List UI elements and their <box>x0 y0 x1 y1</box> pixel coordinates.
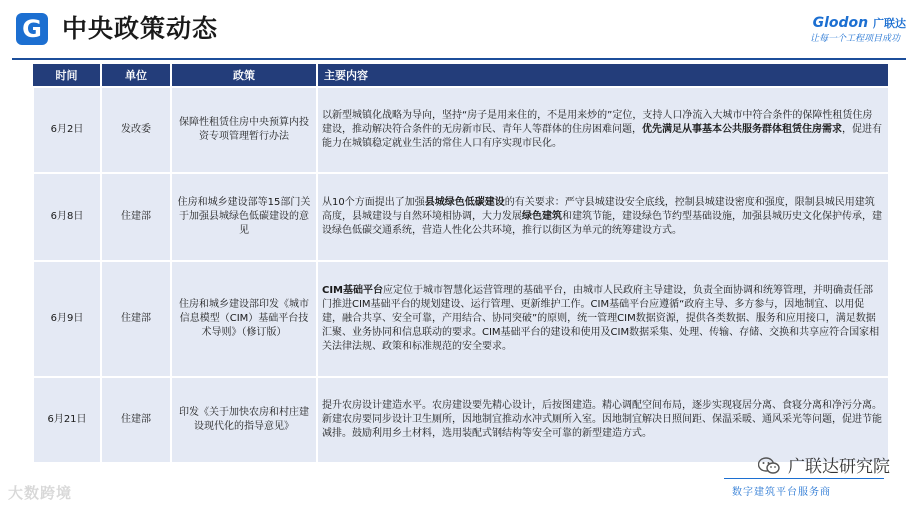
policy-table <box>32 64 890 464</box>
column-header-content: 主要内容 <box>317 64 889 87</box>
header-divider <box>12 58 906 60</box>
column-header-policy: 政策 <box>171 64 317 87</box>
brand-name-cn: 广联达 <box>873 17 906 30</box>
cell-content <box>317 87 889 173</box>
table-header-row <box>33 64 889 87</box>
research-account-name: 广联达研究院 <box>788 457 890 477</box>
cell-date: 6月2日 <box>33 87 101 173</box>
brand-slogan: 让每一个工程项目成功 <box>809 34 900 44</box>
cell-unit: 住建部 <box>101 377 171 463</box>
table-row <box>33 87 889 173</box>
content-highlight: CIM基础平台 <box>322 285 384 296</box>
content-segment: 以新型城镇化战略为导向，坚持“房子是用来住的，不是用来炒的”定位，支持人口净流入大城市中符合条件的保障性租赁住房建设，推动解决符合条件的无房新市民、青年人等群体的住房困难问题， <box>322 110 873 135</box>
cell-policy: 印发《关于加快农房和村庄建设现代化的指导意见》 <box>171 377 317 463</box>
column-header-unit: 单位 <box>101 64 171 87</box>
cell-unit: 住建部 <box>101 261 171 377</box>
research-account <box>758 452 890 480</box>
brand-logo <box>780 14 906 50</box>
brand-name-en: Glodon <box>812 15 869 31</box>
column-header-date: 时间 <box>33 64 101 87</box>
cell-date: 6月21日 <box>33 377 101 463</box>
cell-content <box>317 173 889 261</box>
cell-content <box>317 377 889 463</box>
header <box>0 0 918 62</box>
content-segment: 和建筑节能，建设绿色节约型基础设施，加强县城历史文化保护传承，建设绿色低碳交通系统，营造人性化公共环境，推行以街区为单元的统筹建设方式。 <box>322 211 882 236</box>
cell-date: 6月8日 <box>33 173 101 261</box>
content-segment: 的有关要求：严守县城建设安全底线，控制县城建设密度和强度，限制县城民用建筑高度，县城建设与自然环境相协调，大力发展 <box>322 197 875 222</box>
brand-name <box>813 14 906 33</box>
app-logo-icon: G <box>16 13 48 45</box>
table-row <box>33 261 889 377</box>
table-row <box>33 173 889 261</box>
watermark: 大数跨境 <box>8 484 73 502</box>
page-title: 中央政策动态 <box>62 14 219 43</box>
content-segment: ，促进有能力在城镇稳定就业生活的常住人口有序实现市民化。 <box>322 124 882 149</box>
content-segment: 提升农房设计建造水平。农房建设要先精心设计，后按图建造。精心调配空间布局，逐步实现寝居分离、食寝分离和净污分离。新建农房要同步设计卫生厕所，因地制宜推动水冲式厕所入室。因地制宜解决日照间距、保温采暖、通风采光等问题，促进节能减排。鼓励利用乡土材料，选用装配式钢结构等安全可靠的新型建造方式。 <box>322 400 882 439</box>
content-highlight: 县城绿色低碳建设 <box>424 197 505 208</box>
wechat-icon <box>758 457 780 480</box>
content-segment: 应定位于城市智慧化运营管理的基础平台，由城市人民政府主导建设，负责全面协调和统筹管理，并明确责任部门推进CIM基础平台的规划建设、运行管理、更新维护工作。CIM基础平台应遵循“政府主导、多方参与，因地制宜、以用促建，融合共享、安全可靠，产用结合、协同突破”的原则，统一管理CIM数据资源，提供各类数据、服务和应用接口，满足数据汇聚、业务协同和信息联动的要求。CIM基础平台的建设和使用及CIM数据采集、处理、传输、存储、交换和共享应符合国家相关法律法规、政策和标准规范的安全要求。 <box>322 285 880 352</box>
cell-policy: 住房和城乡建设部印发《城市信息模型（CIM）基础平台技术导则》（修订版） <box>171 261 317 377</box>
footer-slogan: 数字建筑平台服务商 <box>732 487 831 498</box>
cell-policy: 住房和城乡建设部等15部门关于加强县城绿色低碳建设的意见 <box>171 173 317 261</box>
footer-divider <box>724 478 884 479</box>
content-highlight: 优先满足从事基本公共服务群体租赁住房需求 <box>642 124 842 135</box>
cell-unit: 发改委 <box>101 87 171 173</box>
content-highlight: 绿色建筑 <box>522 211 562 222</box>
cell-unit: 住建部 <box>101 173 171 261</box>
cell-date: 6月9日 <box>33 261 101 377</box>
content-segment: 从10个方面提出了加强 <box>322 197 425 208</box>
cell-content <box>317 261 889 377</box>
cell-policy: 保障性租赁住房中央预算内投资专项管理暂行办法 <box>171 87 317 173</box>
table-row <box>33 377 889 463</box>
